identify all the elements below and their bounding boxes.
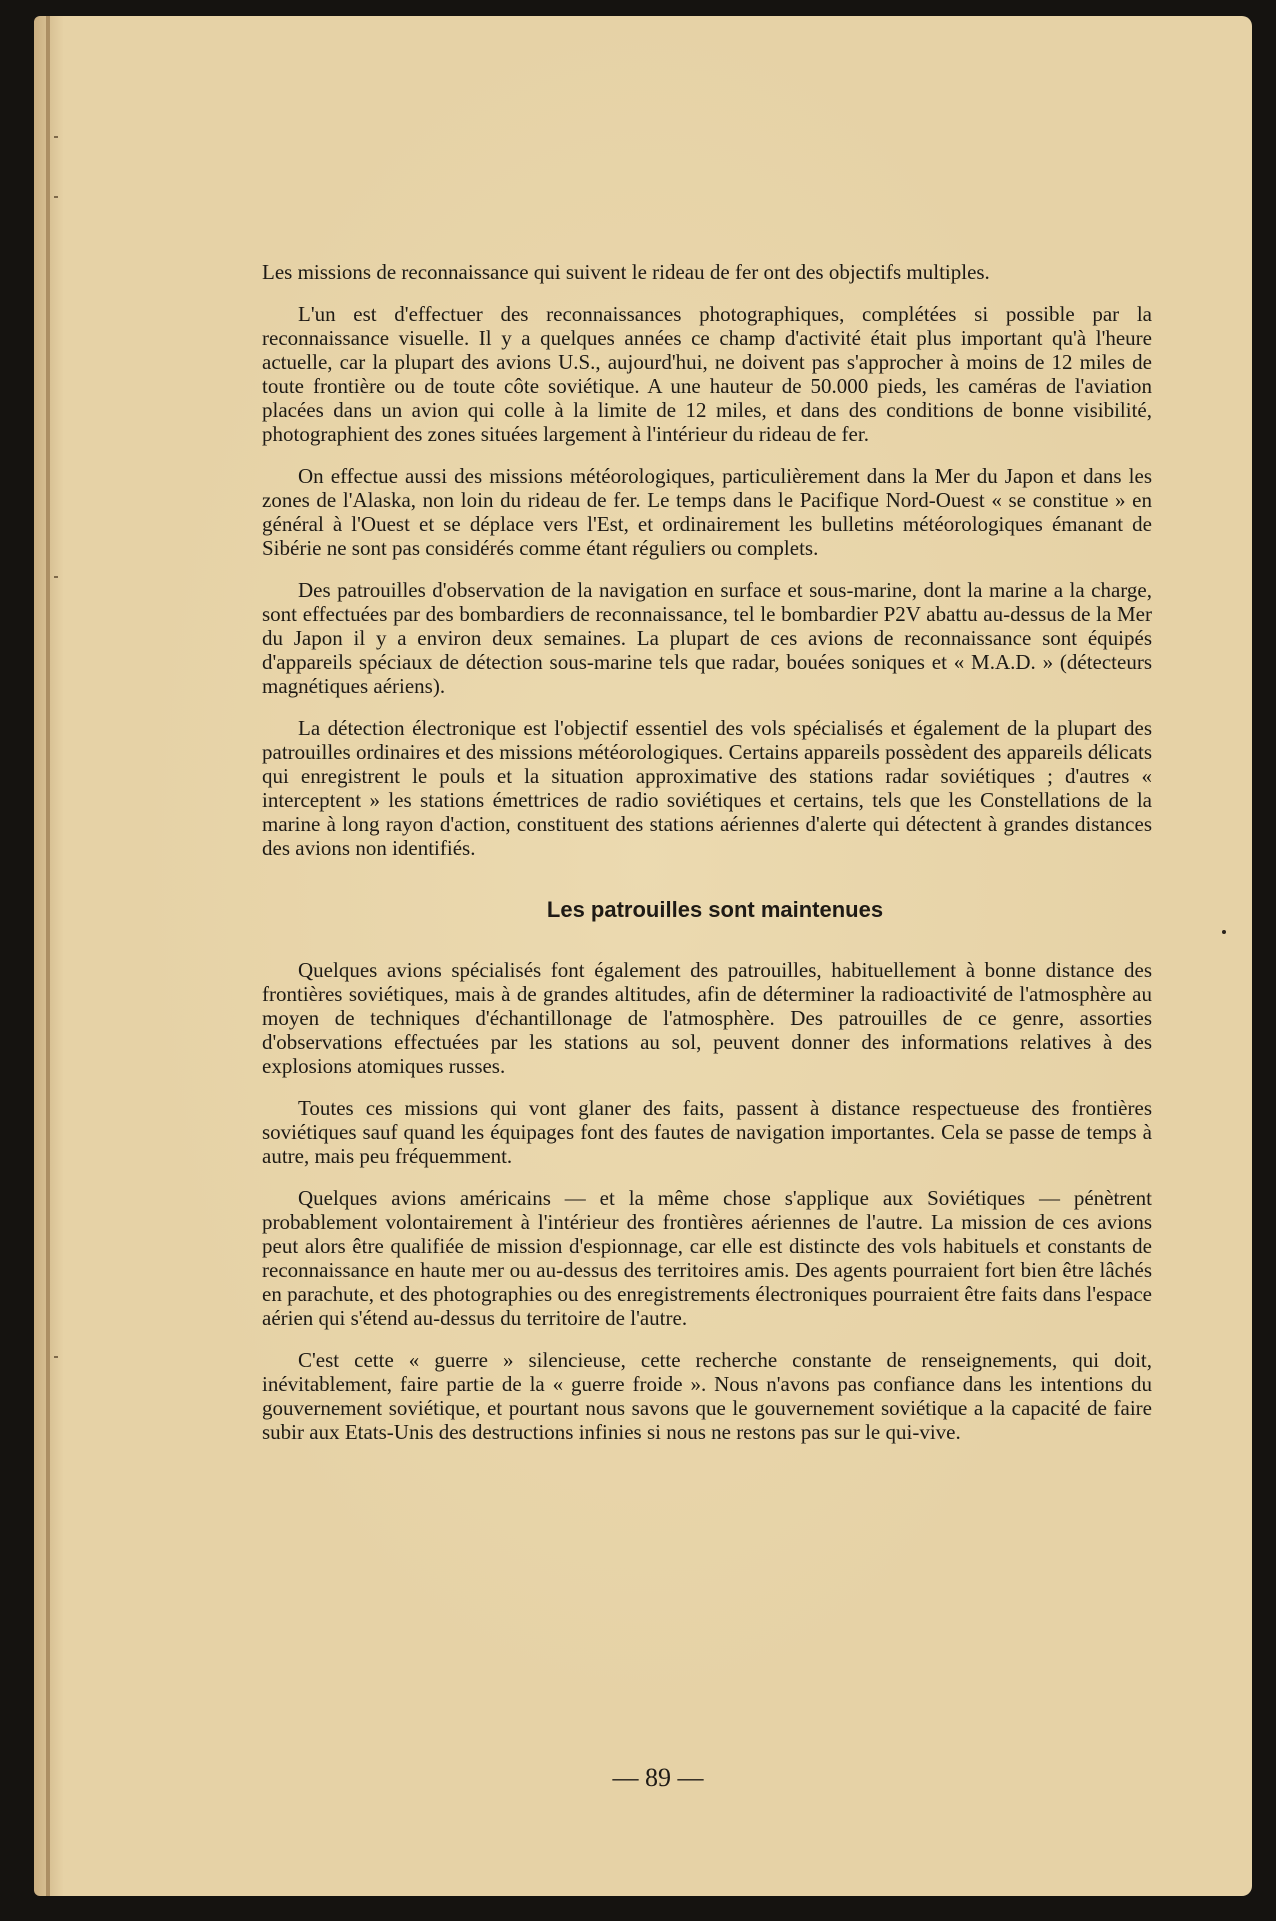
section-heading: Les patrouilles sont maintenues <box>546 897 884 922</box>
ink-speck <box>1222 930 1226 934</box>
paragraph: C'est cette « guerre » silencieuse, cette recherche constante de renseignements, qui doit, inévitablement, faire partie de la « guerre froide ». Nous n'avons pas confiance dans les intentions du gouvernement soviétique, et pourtant nous savons que le gouvernement soviétique a la capacité de faire subir aux Etats-Unis des destructions infinies si nous ne restons pas sur le qui-vive. <box>262 1348 1152 1444</box>
paragraph: On effectue aussi des missions météorologiques, particulièrement dans la Mer du Japon et dans les zones de l'Alaska, non loin du rideau de fer. Le temps dans le Pacifique Nord-Ouest « se constitue » en général à l'Ouest et se déplace vers l'Est, et ordinairement les bulletins météorologiques émanant de Sibérie ne sont pas considérés comme étant réguliers ou complets. <box>262 464 1152 560</box>
edge-mark <box>54 576 58 578</box>
edge-mark <box>54 136 58 138</box>
paragraph: Quelques avions spécialisés font également des patrouilles, habituellement à bonne distance des frontières soviétiques, mais à de grandes altitudes, afin de déterminer la radioactivité de l'atmosphère au moyen de techniques d'échantillonage de l'atmosphère. Des patrouilles de ce genre, assorties d'observations effectuées par les stations au sol, peuvent donner des informations relatives à des explosions atomiques russes. <box>262 958 1152 1078</box>
edge-mark <box>54 1356 58 1358</box>
book-page <box>34 16 1252 1896</box>
edge-mark <box>54 196 58 198</box>
page-number: — 89 — <box>612 1763 704 1792</box>
page-body <box>262 260 1152 1462</box>
paragraph: Quelques avions américains — et la même chose s'applique aux Soviétiques — pénètrent probablement volontairement à l'intérieur des frontières aériennes de l'autre. La mission de ces avions peut alors être qualifiée de mission d'espionnage, car elle est distincte des vols habituels et constants de reconnaissance en haute mer ou au-dessus des territoires amis. Des agents pourraient fort bien être lâchés en parachute, et des photographies ou des enregistrements électroniques pourraient être faits dans l'espace aérien qui s'étend au-dessus du territoire de l'autre. <box>262 1186 1152 1330</box>
paragraph: L'un est d'effectuer des reconnaissances photographiques, complétées si possible par la reconnaissance visuelle. Il y a quelques années ce champ d'activité était plus important qu'à l'heure actuelle, car la plupart des avions U.S., aujourd'hui, ne doivent pas s'approcher à moins de 12 miles de toute frontière ou de toute côte soviétique. A une hauteur de 50.000 pieds, les caméras de l'aviation placées dans un avion qui colle à la limite de 12 miles, et dans des conditions de bonne visibilité, photographient des zones situées largement à l'intérieur du rideau de fer. <box>262 302 1152 446</box>
page-spine <box>46 16 50 1896</box>
paragraph: Toutes ces missions qui vont glaner des faits, passent à distance respectueuse des frontières soviétiques sauf quand les équipages font des fautes de navigation importantes. Cela se passe de temps à autre, mais peu fréquemment. <box>262 1096 1152 1168</box>
paragraph: Des patrouilles d'observation de la navigation en surface et sous-marine, dont la marine a la charge, sont effectuées par des bombardiers de reconnaissance, tel le bombardier P2V abattu au-dessus de la Mer du Japon il y a environ deux semaines. La plupart de ces avions de reconnaissance sont équipés d'appareils spéciaux de détection sous-marine tels que radar, bouées soniques et « M.A.D. » (détecteurs magnétiques aériens). <box>262 578 1152 698</box>
paragraph: Les missions de reconnaissance qui suivent le rideau de fer ont des objectifs multiples. <box>262 260 990 284</box>
paragraph: La détection électronique est l'objectif essentiel des vols spécialisés et également de la plupart des patrouilles ordinaires et des missions météorologiques. Certains appareils possèdent des appareils délicats qui enregistrent le pouls et la situation approximative des stations radar soviétiques ; d'autres « interceptent » les stations émettrices de radio soviétiques et certains, tels que les Constellations de la marine à long rayon d'action, constituent des stations aériennes d'alerte qui détectent à grandes distances des avions non identifiés. <box>262 716 1152 860</box>
